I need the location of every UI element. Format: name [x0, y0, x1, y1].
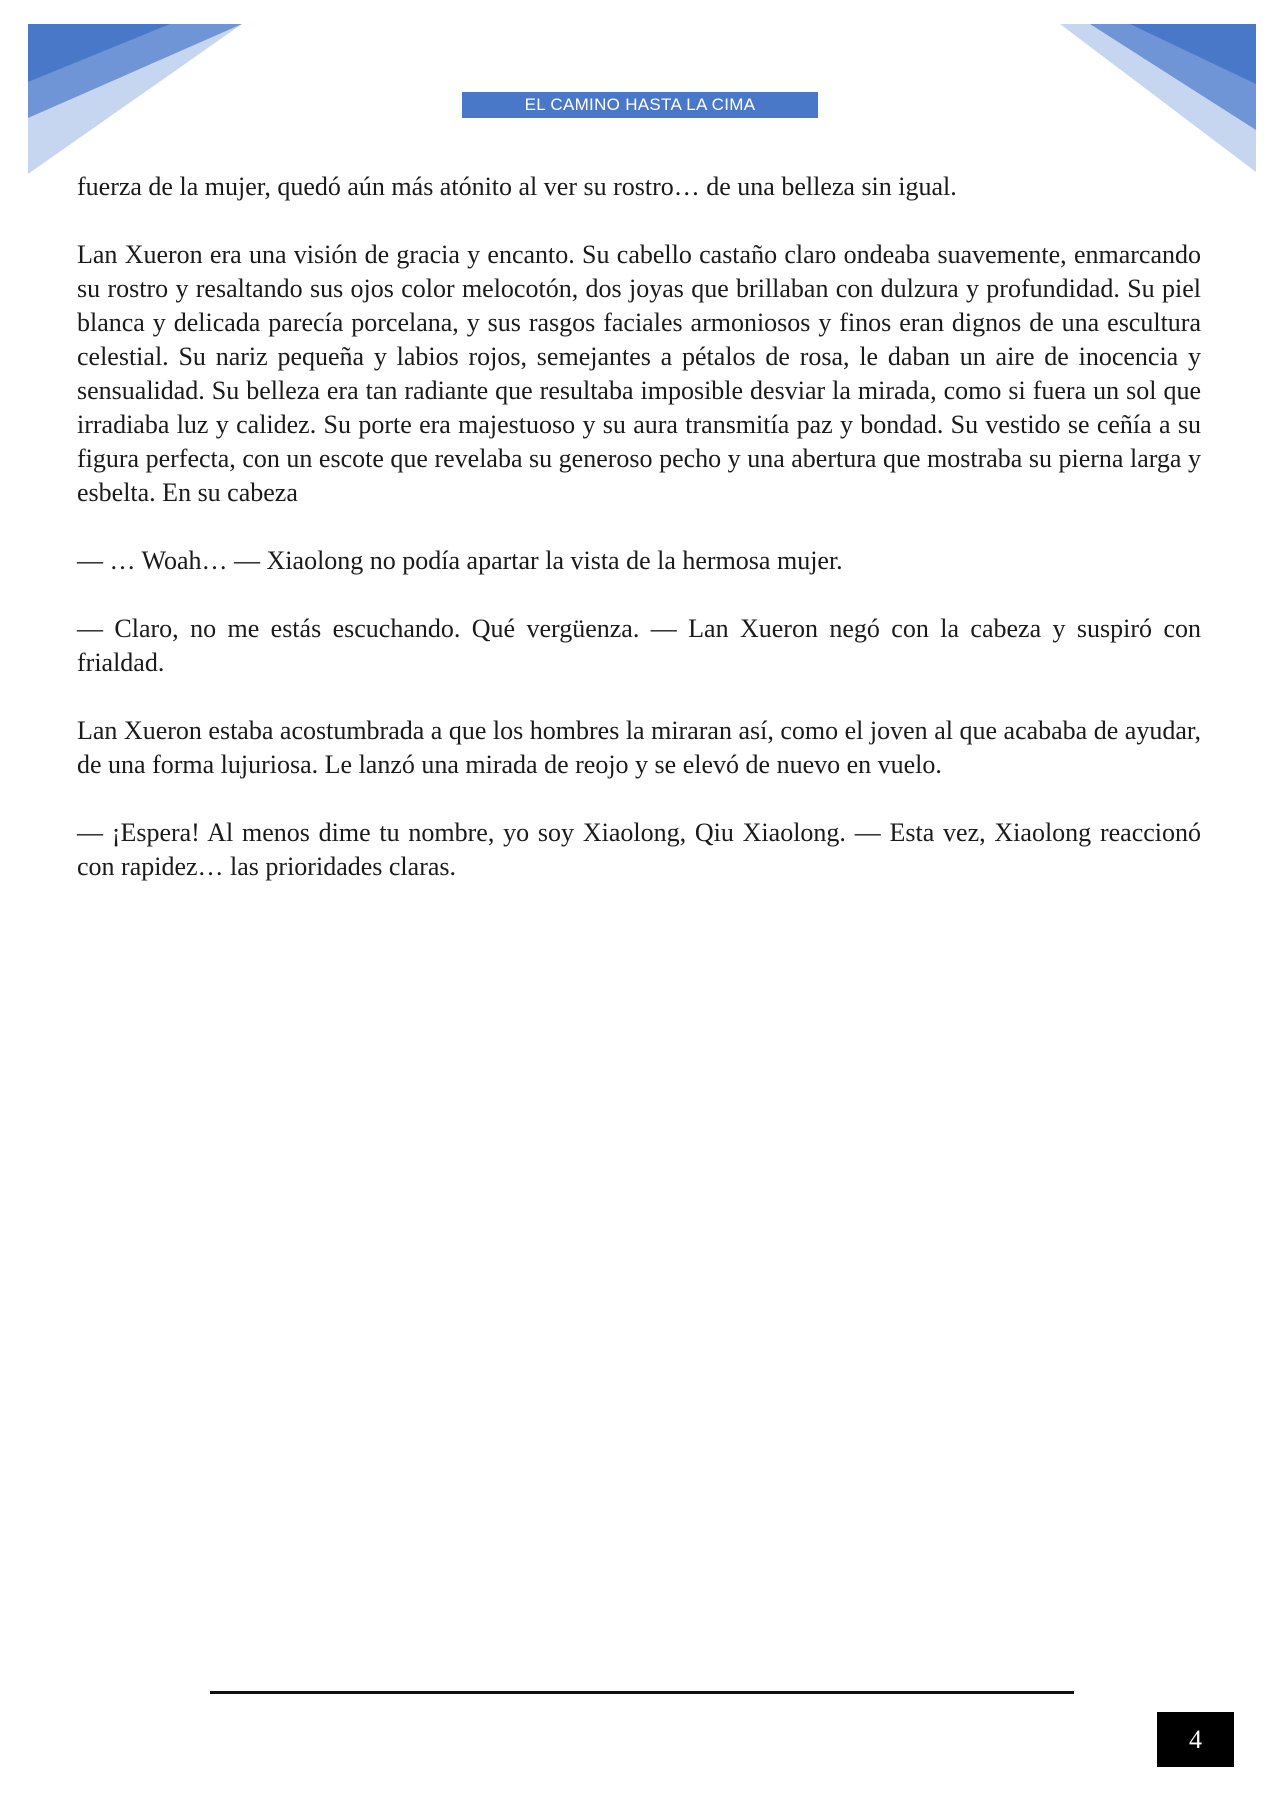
header-corner-decoration-right: [1050, 0, 1280, 180]
body-text: [77, 170, 1201, 918]
page-number: 4: [1157, 1712, 1234, 1767]
paragraph: fuerza de la mujer, quedó aún más atónito al ver su rostro… de una belleza sin igual.: [77, 172, 957, 201]
paragraph: Lan Xueron estaba acostumbrada a que los hombres la miraran así, como el joven al que acababa de ayudar, de una forma lujuriosa. Le lanzó una mirada de reojo y se elevó de nuevo en vuelo.: [77, 716, 1201, 779]
paragraph: — … Woah… — Xiaolong no podía apartar la vista de la hermosa mujer.: [77, 546, 843, 575]
footer-divider: [210, 1691, 1074, 1694]
paragraph: — Claro, no me estás escuchando. Qué vergüenza. — Lan Xueron negó con la cabeza y suspiró con frialdad.: [77, 614, 1201, 677]
paragraph: Lan Xueron era una visión de gracia y encanto. Su cabello castaño claro ondeaba suavemente, enmarcando su rostro y resaltando sus ojos color melocotón, dos joyas que brillaban con dulzura y profundidad. Su piel blanca y delicada parecía porcelana, y sus rasgos faciales armoniosos y finos eran dignos de una escultura celestial. Su nariz pequeña y labios rojos, semejantes a pétalos de rosa, le daban un aire de inocencia y sensualidad. Su belleza era tan radiante que resultaba imposible desviar la mirada, como si fuera un sol que irradiaba luz y calidez. Su porte era majestuoso y su aura transmitía paz y bondad. Su vestido se ceñía a su figura perfecta, con un escote que revelaba su generoso pecho y una abertura que mostraba su pierna larga y esbelta. En su cabeza: [77, 240, 1201, 507]
paragraph: — ¡Espera! Al menos dime tu nombre, yo soy Xiaolong, Qiu Xiaolong. — Esta vez, Xiaolong reaccionó con rapidez… las prioridades claras.: [77, 818, 1201, 881]
header-corner-decoration-left: [0, 0, 250, 180]
header-title: EL CAMINO HASTA LA CIMA: [462, 92, 818, 118]
